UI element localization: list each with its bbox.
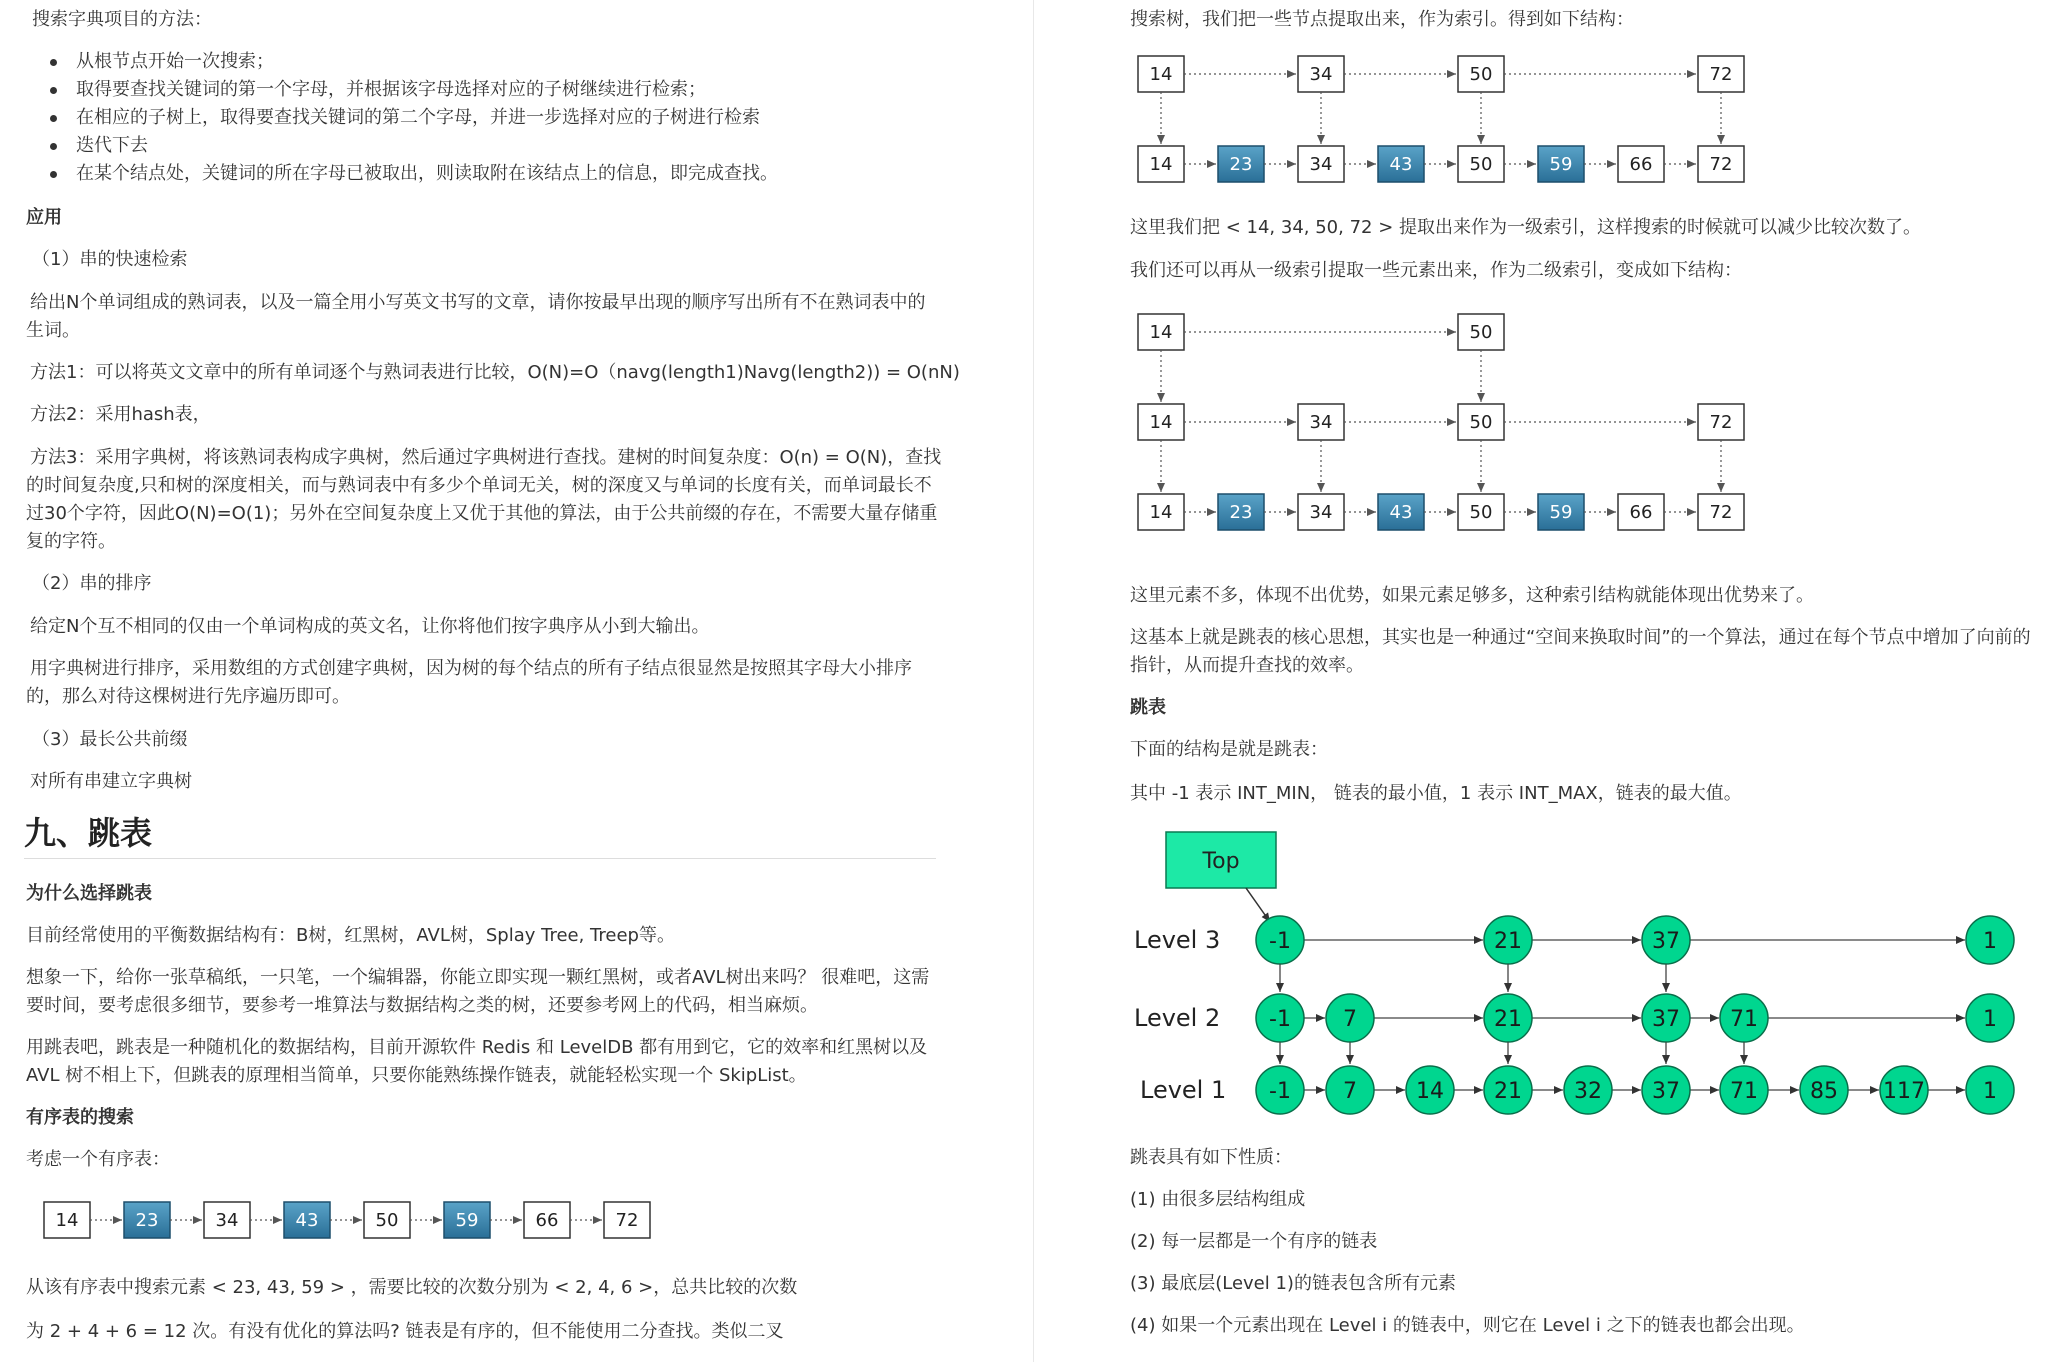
paragraph: 用跳表吧，跳表是一种随机化的数据结构，目前开源软件 Redis 和 LevelDB 都有用到它，它的效率和红黑树以及: [26, 1037, 928, 1058]
skip-node-label: 71: [1730, 1007, 1758, 1032]
property-item: (2) 每一层都是一个有序的链表: [1130, 1231, 1378, 1252]
paragraph: 的，那么对待这棵树进行先序遍历即可。: [26, 686, 350, 707]
paragraph: 这基本上就是跳表的核心思想，其实也是一种通过“空间来换取时间”的一个算法，通过在每个节点中增加了向前的: [1130, 627, 2031, 648]
paragraph: 跳表具有如下性质：: [1130, 1147, 1292, 1168]
skip-node-label: 7: [1343, 1079, 1357, 1104]
index-level-1-diagram: [1130, 50, 1790, 200]
node-label: 72: [1709, 64, 1733, 85]
node-label: 59: [455, 1210, 479, 1231]
paragraph: 方法3：采用字典树，将该熟词表构成字典树，然后通过字典树进行查找。建树的时间复杂度：O(n) = O(N)，查找: [30, 447, 942, 468]
subheading: （3）最长公共前缀: [32, 729, 188, 750]
skip-node-label: 71: [1730, 1079, 1758, 1104]
node-label: 72: [1709, 154, 1733, 175]
node-label: 43: [295, 1210, 319, 1231]
node-label: 43: [1389, 154, 1413, 175]
paragraph: 方法2：采用hash表，: [30, 404, 211, 425]
paragraph: 为 2 + 4 + 6 = 12 次。有没有优化的算法吗? 链表是有序的，但不能使用二分查找。类似二叉: [26, 1321, 784, 1342]
level-label: Level 3: [1134, 926, 1221, 954]
paragraph: 方法1：可以将英文文章中的所有单词逐个与熟词表进行比较，O(N)=O（navg(length1)Navg(length2)) = O(nN): [30, 362, 960, 383]
subheading: （1）串的快速检索: [32, 249, 188, 270]
skip-node-label: 1: [1983, 929, 1997, 954]
node-label: 34: [215, 1210, 239, 1231]
node-label: 14: [1149, 322, 1173, 343]
bullet-list: [36, 48, 778, 188]
node-label: 59: [1549, 502, 1573, 523]
node-label: 23: [1229, 154, 1253, 175]
node-label: 72: [1709, 502, 1733, 523]
paragraph: 我们还可以再从一级索引提取一些元素出来，作为二级索引，变成如下结构：: [1130, 260, 1742, 281]
paragraph: 从该有序表中搜索元素 < 23, 43, 59 > ，需要比较的次数分别为 < 2, 4, 6 >，总共比较的次数: [26, 1277, 798, 1298]
level-label: Level 2: [1134, 1004, 1221, 1032]
paragraph: 这里我们把 < 14, 34, 50, 72 > 提取出来作为一级索引，这样搜索的时候就可以减少比较次数了。: [1130, 217, 1921, 238]
node-label: 50: [1469, 412, 1493, 433]
node-label: 34: [1309, 154, 1333, 175]
paragraph: 想象一下，给你一张草稿纸，一只笔，一个编辑器，你能立即实现一颗红黑树，或者AVL树出来吗？ 很难吧，这需: [26, 967, 930, 988]
list-item: 从根节点开始一次搜索；: [36, 48, 778, 76]
skip-node-label: 1: [1983, 1007, 1997, 1032]
node-label: 14: [1149, 502, 1173, 523]
node-label: 23: [135, 1210, 159, 1231]
skip-node-label: 32: [1574, 1079, 1602, 1104]
skiplist-diagram: [1130, 826, 2040, 1126]
list-item: 在某个结点处，关键词的所在字母已被取出，则读取附在该结点上的信息，即完成查找。: [36, 160, 778, 188]
paragraph: 下面的结构是就是跳表：: [1130, 739, 1328, 760]
paragraph: 要时间，要考虑很多细节，要参考一堆算法与数据结构之类的树，还要参考网上的代码，相当麻烦。: [26, 995, 818, 1016]
heading-why-skiplist: 为什么选择跳表: [26, 883, 152, 904]
list-item: 迭代下去: [36, 132, 778, 160]
skip-node-label: 14: [1416, 1079, 1444, 1104]
paragraph: 搜索字典项目的方法：: [32, 9, 212, 30]
node-label: 66: [1629, 502, 1653, 523]
index-level-2-diagram: [1130, 308, 1790, 548]
skip-node-label: -1: [1269, 1007, 1291, 1032]
arrow: [1246, 888, 1270, 922]
node-label: 14: [1149, 412, 1173, 433]
skip-node-label: 21: [1494, 1007, 1522, 1032]
skip-node-label: 21: [1494, 1079, 1522, 1104]
heading-application: 应用: [26, 207, 62, 228]
node-label: 50: [1469, 154, 1493, 175]
skip-node-label: 37: [1652, 1079, 1680, 1104]
node-label: 72: [615, 1210, 639, 1231]
top-label: Top: [1202, 849, 1240, 874]
node-label: 14: [1149, 154, 1173, 175]
paragraph: 这里元素不多，体现不出优势，如果元素足够多，这种索引结构就能体现出优势来了。: [1130, 585, 1814, 606]
property-item: (4) 如果一个元素出现在 Level i 的链表中，则它在 Level i 之下的链表也都会出现。: [1130, 1315, 1805, 1336]
list-item: 取得要查找关键词的第一个字母，并根据该字母选择对应的子树继续进行检索；: [36, 76, 778, 104]
node-label: 50: [1469, 502, 1493, 523]
node-label: 66: [1629, 154, 1653, 175]
node-label: 50: [1469, 322, 1493, 343]
level-label: Level 1: [1140, 1076, 1227, 1104]
heading-sorted-list: 有序表的搜索: [26, 1107, 134, 1128]
node-label: 34: [1309, 412, 1333, 433]
paragraph: 其中 -1 表示 INT_MIN， 链表的最小值，1 表示 INT_MAX，链表的最大值。: [1130, 783, 1742, 804]
skip-node-label: 117: [1883, 1079, 1925, 1104]
paragraph: 复的字符。: [26, 531, 116, 552]
list-item: 在相应的子树上，取得要查找关键词的第二个字母，并进一步选择对应的子树进行检索: [36, 104, 778, 132]
node-label: 34: [1309, 502, 1333, 523]
node-label: 59: [1549, 154, 1573, 175]
heading-skiplist: 跳表: [1130, 697, 1166, 718]
node-label: 50: [1469, 64, 1493, 85]
paragraph: 对所有串建立字典树: [30, 771, 192, 792]
subheading: （2）串的排序: [32, 573, 152, 594]
node-label: 14: [55, 1210, 79, 1231]
paragraph: 的时间复杂度,只和树的深度相关，而与熟词表中有多少个单词无关，树的深度又与单词的长度有关，而单词最长不: [26, 475, 932, 496]
paragraph: 用字典树进行排序，采用数组的方式创建字典树，因为树的每个结点的所有子结点很显然是按照其字母大小排序: [30, 658, 912, 679]
node-label: 14: [1149, 64, 1173, 85]
skip-node-label: 7: [1343, 1007, 1357, 1032]
node-label: 50: [375, 1210, 399, 1231]
section-title: 九、跳表: [24, 814, 153, 852]
skip-node-label: 37: [1652, 1007, 1680, 1032]
paragraph: 搜索树，我们把一些节点提取出来，作为索引。得到如下结构：: [1130, 9, 1634, 30]
paragraph: 生词。: [26, 320, 80, 341]
paragraph: 过30个字符，因此O(N)=O(1)；另外在空间复杂度上又优于其他的算法，由于公共前缀的存在，不需要大量存储重: [26, 503, 938, 524]
node-label: 72: [1709, 412, 1733, 433]
paragraph: 目前经常使用的平衡数据结构有：B树，红黑树，AVL树，Splay Tree, Treep等。: [26, 925, 675, 946]
paragraph: 考虑一个有序表：: [26, 1149, 170, 1170]
paragraph: 给定N个互不相同的仅由一个单词构成的英文名，让你将他们按字典序从小到大输出。: [30, 616, 710, 637]
node-label: 34: [1309, 64, 1333, 85]
skip-node-label: 37: [1652, 929, 1680, 954]
node-label: 23: [1229, 502, 1253, 523]
paragraph: 指针，从而提升查找的效率。: [1130, 655, 1364, 676]
node-label: 43: [1389, 502, 1413, 523]
sorted-list-diagram: [36, 1196, 696, 1246]
divider: [24, 858, 936, 859]
property-item: (1) 由很多层结构组成: [1130, 1189, 1306, 1210]
skip-node-label: 1: [1983, 1079, 1997, 1104]
paragraph: AVL 树不相上下，但跳表的原理相当简单，只要你能熟练操作链表，就能轻松实现一个 SkipList。: [26, 1065, 807, 1086]
skip-node-label: -1: [1269, 929, 1291, 954]
column-divider: [1033, 0, 1034, 1362]
skip-node-label: -1: [1269, 1079, 1291, 1104]
node-label: 66: [535, 1210, 559, 1231]
property-item: (3) 最底层(Level 1)的链表包含所有元素: [1130, 1273, 1456, 1294]
skip-node-label: 85: [1810, 1079, 1838, 1104]
skip-node-label: 21: [1494, 929, 1522, 954]
paragraph: 给出N个单词组成的熟词表，以及一篇全用小写英文书写的文章，请你按最早出现的顺序写出所有不在熟词表中的: [30, 292, 926, 313]
